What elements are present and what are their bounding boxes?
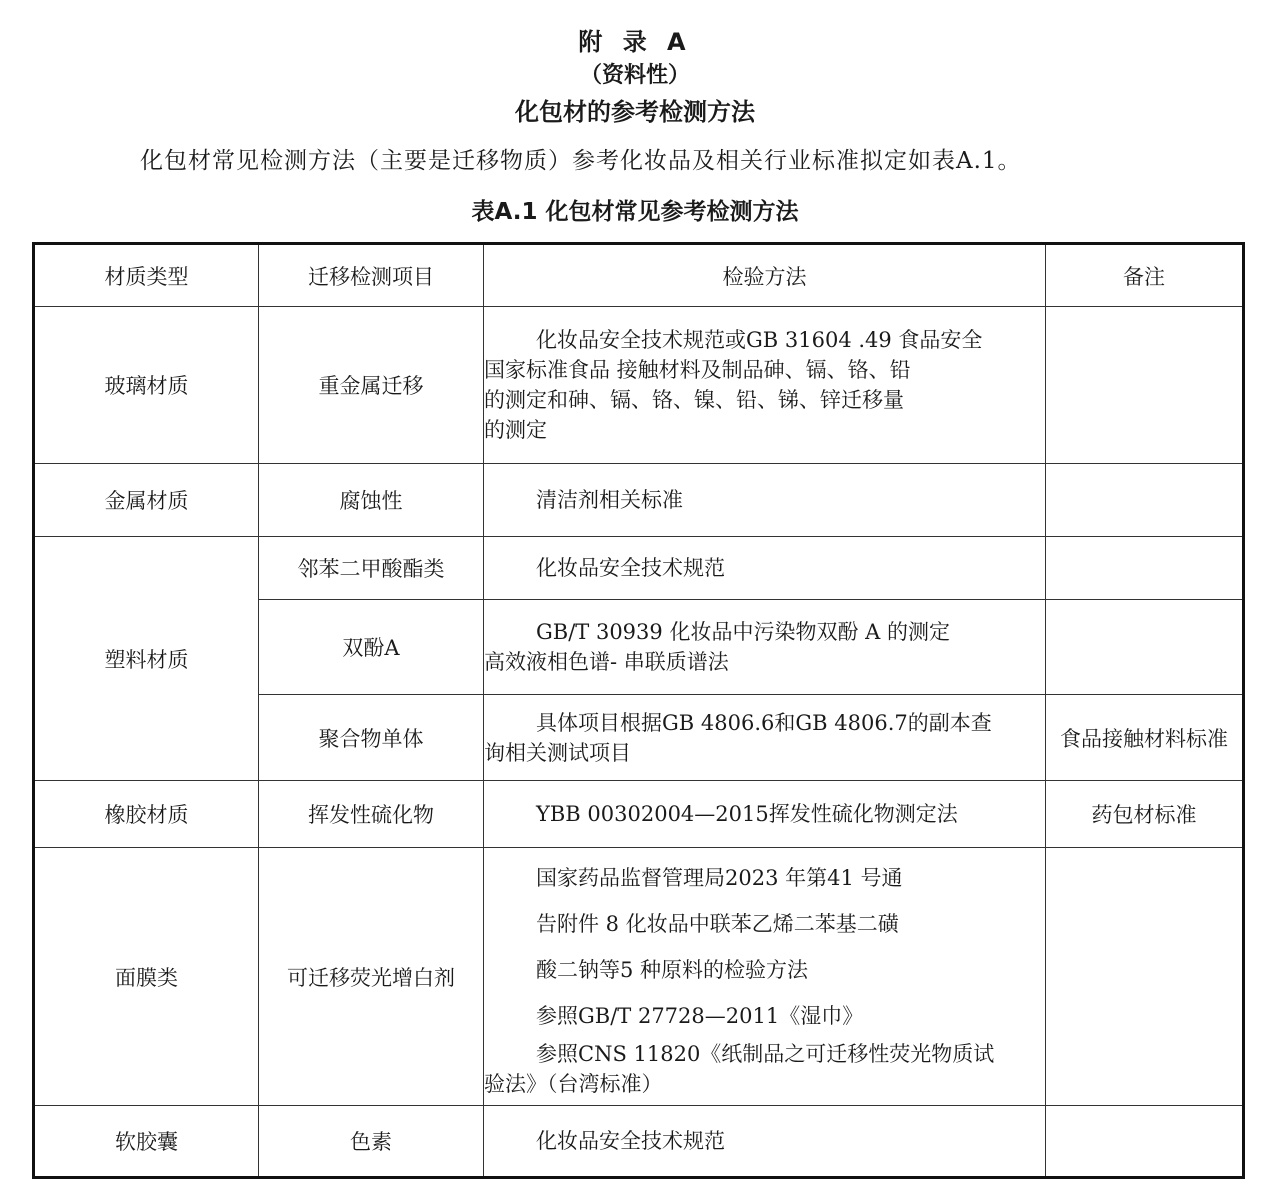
table-row — [34, 307, 1244, 464]
material-cell: 橡胶材质 — [34, 781, 259, 848]
method-line: GB/T 30939 化妆品中污染物双酚 A 的测定 — [536, 620, 950, 644]
col-header-method: 检验方法 — [484, 244, 1046, 307]
table-row — [34, 537, 1244, 600]
method-line: 参照CNS 11820《纸制品之可迁移性荧光物质试 — [536, 1041, 995, 1066]
appendix-heading: 附 录 A — [578, 28, 692, 56]
material-cell: 玻璃材质 — [34, 307, 259, 464]
item-cell: 挥发性硫化物 — [259, 781, 484, 848]
method-line: 具体项目根据GB 4806.6和GB 4806.7的副本查 — [536, 710, 992, 735]
method-line: 化妆品安全技术规范 — [536, 1129, 725, 1153]
item-cell: 腐蚀性 — [259, 464, 484, 537]
method-cell — [484, 464, 1046, 537]
item-cell: 聚合物单体 — [259, 695, 484, 781]
methods-table — [32, 242, 1245, 1179]
method-cell — [484, 307, 1046, 464]
note-cell — [1046, 307, 1244, 464]
appendix-nature: （资料性） — [579, 63, 690, 88]
intro-paragraph: 化包材常见检测方法（主要是迁移物质）参考化妆品及相关行业标准拟定如表A.1。 — [140, 148, 1022, 174]
method-cell — [484, 537, 1046, 600]
method-line: 国家药品监督管理局2023 年第41 号通 — [536, 865, 903, 890]
method-cell — [484, 781, 1046, 848]
material-cell: 面膜类 — [34, 848, 259, 1106]
note-cell — [1046, 1106, 1244, 1178]
item-cell: 邻苯二甲酸酯类 — [259, 537, 484, 600]
method-line: 参照GB/T 27728—2011《湿巾》 — [536, 1003, 864, 1028]
method-line: YBB 00302004—2015挥发性硫化物测定法 — [536, 802, 958, 826]
table-caption: 表A.1 化包材常见参考检测方法 — [471, 199, 799, 225]
method-cell — [484, 1106, 1046, 1178]
method-line: 验法》（台湾标准） — [484, 1071, 663, 1096]
note-cell: 食品接触材料标准 — [1046, 695, 1244, 781]
col-header-material: 材质类型 — [34, 244, 259, 307]
item-cell: 色素 — [259, 1106, 484, 1178]
table-row — [34, 464, 1244, 537]
table-row — [34, 848, 1244, 1106]
note-cell — [1046, 600, 1244, 695]
item-cell: 双酚A — [259, 600, 484, 695]
method-line: 的测定 — [484, 418, 547, 442]
col-header-note: 备注 — [1046, 244, 1244, 307]
table-row — [34, 1106, 1244, 1178]
method-line: 清洁剂相关标准 — [536, 488, 683, 512]
table-header-row — [34, 244, 1244, 307]
appendix-title: 化包材的参考检测方法 — [515, 98, 755, 126]
table-row — [34, 781, 1244, 848]
method-cell — [484, 695, 1046, 781]
method-line: 的测定和砷、镉、铬、镍、铅、锑、锌迁移量 — [484, 388, 904, 412]
note-cell: 药包材标准 — [1046, 781, 1244, 848]
item-cell: 可迁移荧光增白剂 — [259, 848, 484, 1106]
method-line: 酸二钠等5 种原料的检验方法 — [536, 957, 809, 982]
method-line: 化妆品安全技术规范 — [536, 556, 725, 580]
material-cell: 软胶囊 — [34, 1106, 259, 1178]
material-cell: 金属材质 — [34, 464, 259, 537]
method-cell — [484, 848, 1046, 1106]
item-cell: 重金属迁移 — [259, 307, 484, 464]
note-cell — [1046, 848, 1244, 1106]
method-line: 询相关测试项目 — [484, 740, 631, 765]
method-line: 告附件 8 化妆品中联苯乙烯二苯基二磺 — [536, 911, 899, 936]
note-cell — [1046, 537, 1244, 600]
method-cell — [484, 600, 1046, 695]
material-cell: 塑料材质 — [34, 537, 259, 781]
col-header-item: 迁移检测项目 — [259, 244, 484, 307]
method-line: 化妆品安全技术规范或GB 31604 .49 食品安全 — [536, 328, 983, 352]
note-cell — [1046, 464, 1244, 537]
method-line: 国家标准食品 接触材料及制品砷、镉、铬、铅 — [484, 358, 911, 382]
method-line: 高效液相色谱- 串联质谱法 — [484, 650, 729, 674]
